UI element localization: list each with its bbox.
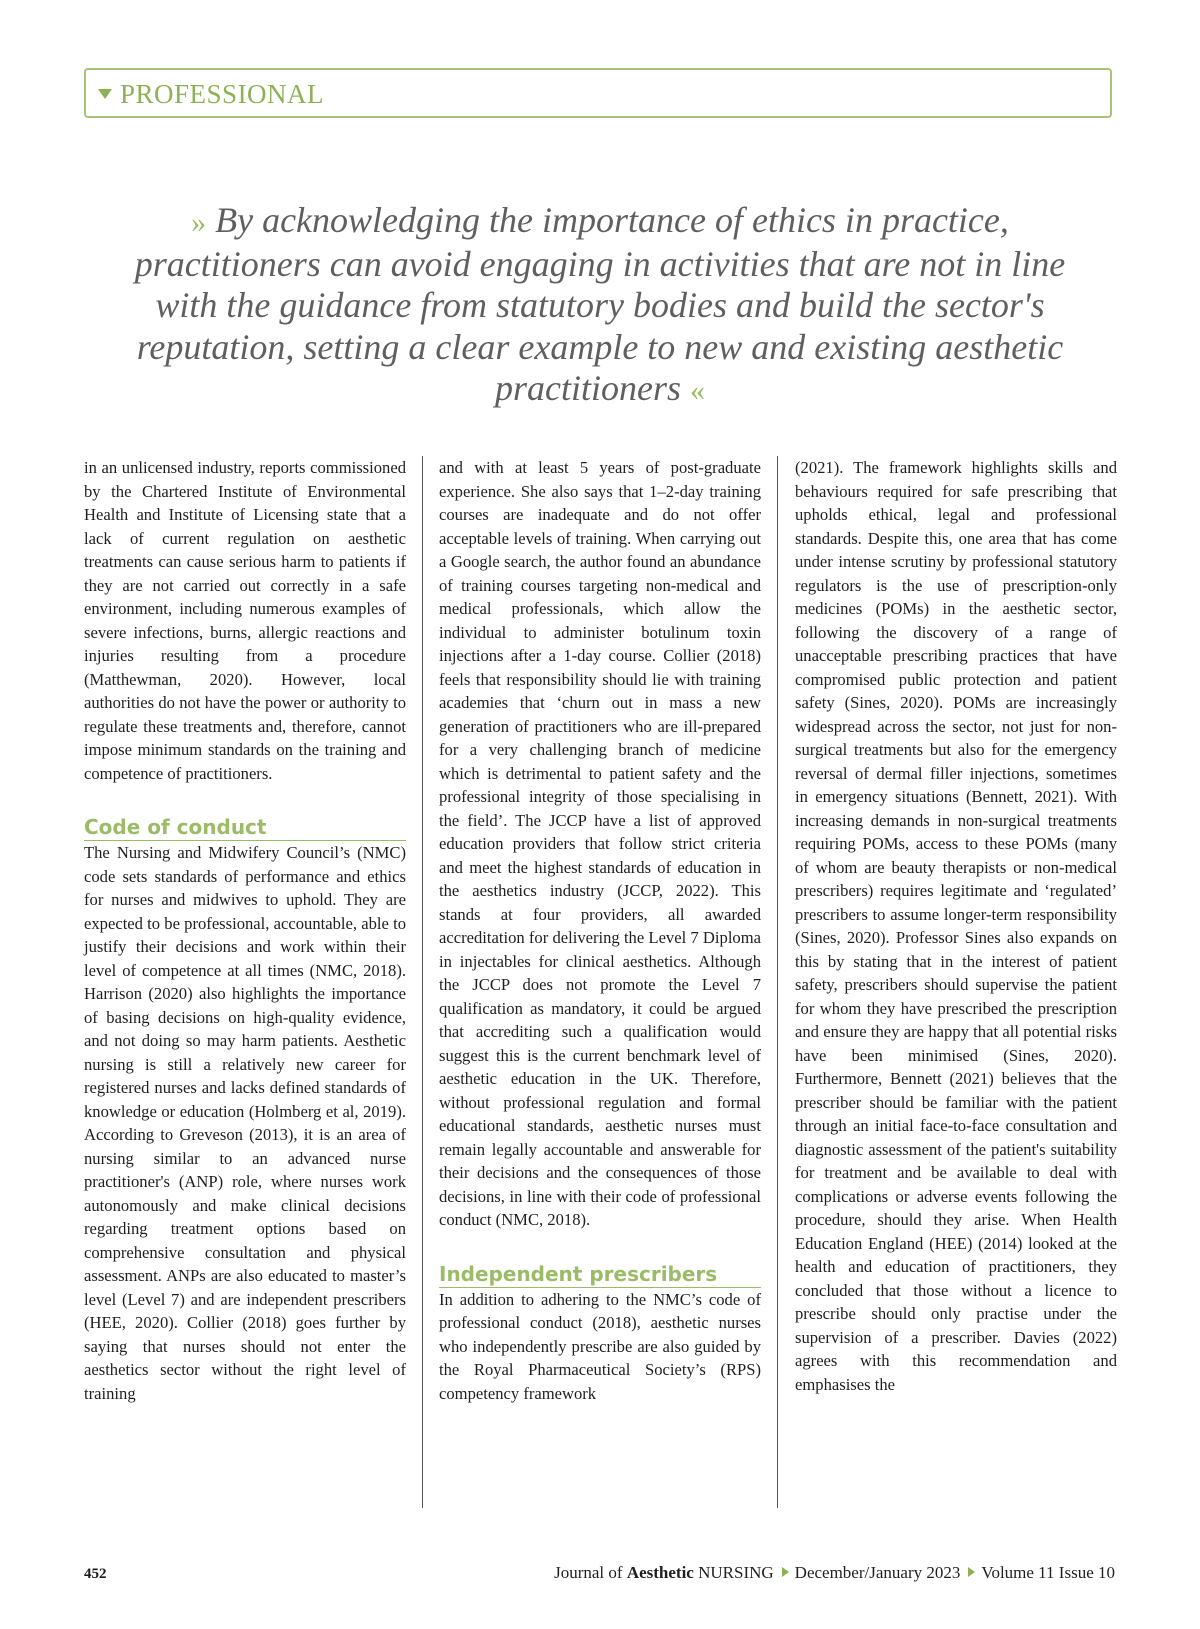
section-heading-code-of-conduct: Code of conduct (84, 815, 406, 841)
pull-quote (120, 200, 1080, 412)
pull-quote-text: By acknowledging the importance of ethics in practice, practitioners can avoid engaging in activities that are not in line with the guidance from statutory bodies and build the sector's reputation, setting a clear example to new and existing aesthetic practitioners (134, 200, 1066, 408)
paragraph: In addition to adhering to the NMC’s code of professional conduct (2018), aesthetic nurses who independently prescribe are also guided by the Royal Pharmaceutical Society’s (RPS) competency framework (439, 1289, 761, 1403)
paragraph: and with at least 5 years of post-graduate experience. She also says that 1–2-day training courses are inadequate and do not offer acceptable levels of training. When carrying out a Google search, the author found an abundance of training courses targeting non-medical and medical professionals, which allow the individual to administer botulinum toxin injections after a 1-day course. Collier (2018) feels that responsibility should lie with training academies that ‘churn out in mass a new generation of practitioners who are ill-prepared for a very challenging branch of medicine which is detrimental to patient safety and the professional integrity of those specialising in the field’. The JCCP have a list of approved education providers that follow strict criteria and meet the highest standards of education in the aesthetics industry (JCCP, 2022). This stands at four providers, all awarded accreditation for delivering the Level 7 Diploma in injectables for clinical aesthetics. Although the JCCP does not promote the Level 7 qualification as mandatory, it could be argued that accrediting such a qualification would suggest this is the current benchmark level of aesthetic education in the UK. Therefore, without professional regulation and formal educational standards, aesthetic nurses must remain legally accountable and answerable for their decisions and the consequences of those decisions, in line with their code of professional conduct (NMC, 2018). (439, 458, 761, 1229)
article-column-3 (795, 456, 1117, 1508)
section-header (84, 68, 1112, 118)
journal-footer (554, 1563, 1115, 1583)
volume-issue: Volume 11 Issue 10 (981, 1563, 1115, 1582)
triangle-right-icon (782, 1567, 789, 1577)
paragraph: The Nursing and Midwifery Council’s (NMC) code sets standards of performance and ethics for nurses and midwives to uphold. They are expected to be professional, accountable, able to justify their decisions and work within their level of competence at all times (NMC, 2018). Harrison (2020) also highlights the importance of basing decisions on high-quality evidence, and not doing so may harm patients. Aesthetic nursing is still a relatively new career for registered nurses and lacks defined standards of knowledge or education (Holmberg et al, 2019). According to Greveson (2013), it is an area of nursing similar to an advanced nurse practitioner's (ANP) role, where nurses work autonomously and make clinical decisions regarding treatment options based on comprehensive consultation and physical assessment. ANPs are also educated to master’s level (Level 7) and are independent prescribers (HEE, 2020). Collier (2018) goes further by saying that nurses should not enter the aesthetics sector without the right level of training (84, 843, 406, 1403)
section-heading-independent-prescribers: Independent prescribers (439, 1262, 761, 1288)
journal-suffix: NURSING (698, 1563, 774, 1582)
issue-date: December/January 2023 (794, 1563, 961, 1582)
article-column-2 (439, 456, 761, 1508)
page-number: 452 (84, 1566, 107, 1582)
quote-close-mark: « (690, 374, 705, 407)
journal-prefix: Journal of (554, 1563, 623, 1582)
paragraph: in an unlicensed industry, reports commissioned by the Chartered Institute of Environmental Health and Institute of Licensing state that a lack of current regulation on aesthetic treatments can cause serious harm to patients if they are not carried out correctly in a safe environment, including numerous examples of severe infections, burns, allergic reactions and injuries resulting from a procedure (Matthewman, 2020). However, local authorities do not have the power or authority to regulate these treatments and, therefore, cannot impose minimum standards on the training and competence of practitioners. (84, 458, 406, 783)
section-label: PROFESSIONAL (120, 79, 325, 109)
article-column-1 (84, 456, 406, 1508)
triangle-right-icon (968, 1567, 975, 1577)
column-divider (777, 456, 778, 1508)
quote-open-mark: » (191, 206, 207, 239)
triangle-down-icon (98, 89, 112, 99)
column-divider (422, 456, 423, 1508)
paragraph: (2021). The framework highlights skills and behaviours required for safe prescribing that upholds ethical, legal and professional standards. Despite this, one area that has come under intense scrutiny by professional statutory regulators is the use of prescription-only medicines (POMs) in the aesthetic sector, following the discovery of a range of unacceptable prescribing practices that have compromised public protection and patient safety (Sines, 2020). POMs are increasingly widespread across the sector, not just for non-surgical treatments but also for the emergency reversal of dermal filler injections, sometimes in emergency situations (Bennett, 2021). With increasing demands in non-surgical treatments requiring POMs, access to these POMs (many of whom are beauty therapists or non-medical prescribers) requires legitimate and ‘regulated’ prescribers to assume longer-term responsibility (Sines, 2020). Professor Sines also expands on this by stating that in the interest of patient safety, prescribers should supervise the patient for whom they have prescribed the prescription and ensure they are happy that all potential risks have been minimised (Sines, 2020). Furthermore, Bennett (2021) believes that the prescriber should be familiar with the patient through an initial face-to-face consultation and diagnostic assessment of the patient's suitability for treatment and be available to deal with complications or adverse events following the procedure, should they arise. When Health Education England (HEE) (2014) looked at the health and education of practitioners, they concluded that those without a licence to prescribe should only practise under the supervision of a prescriber. Davies (2022) agrees with this recommendation and emphasises the (795, 458, 1117, 1394)
journal-bold: Aesthetic (626, 1563, 694, 1582)
